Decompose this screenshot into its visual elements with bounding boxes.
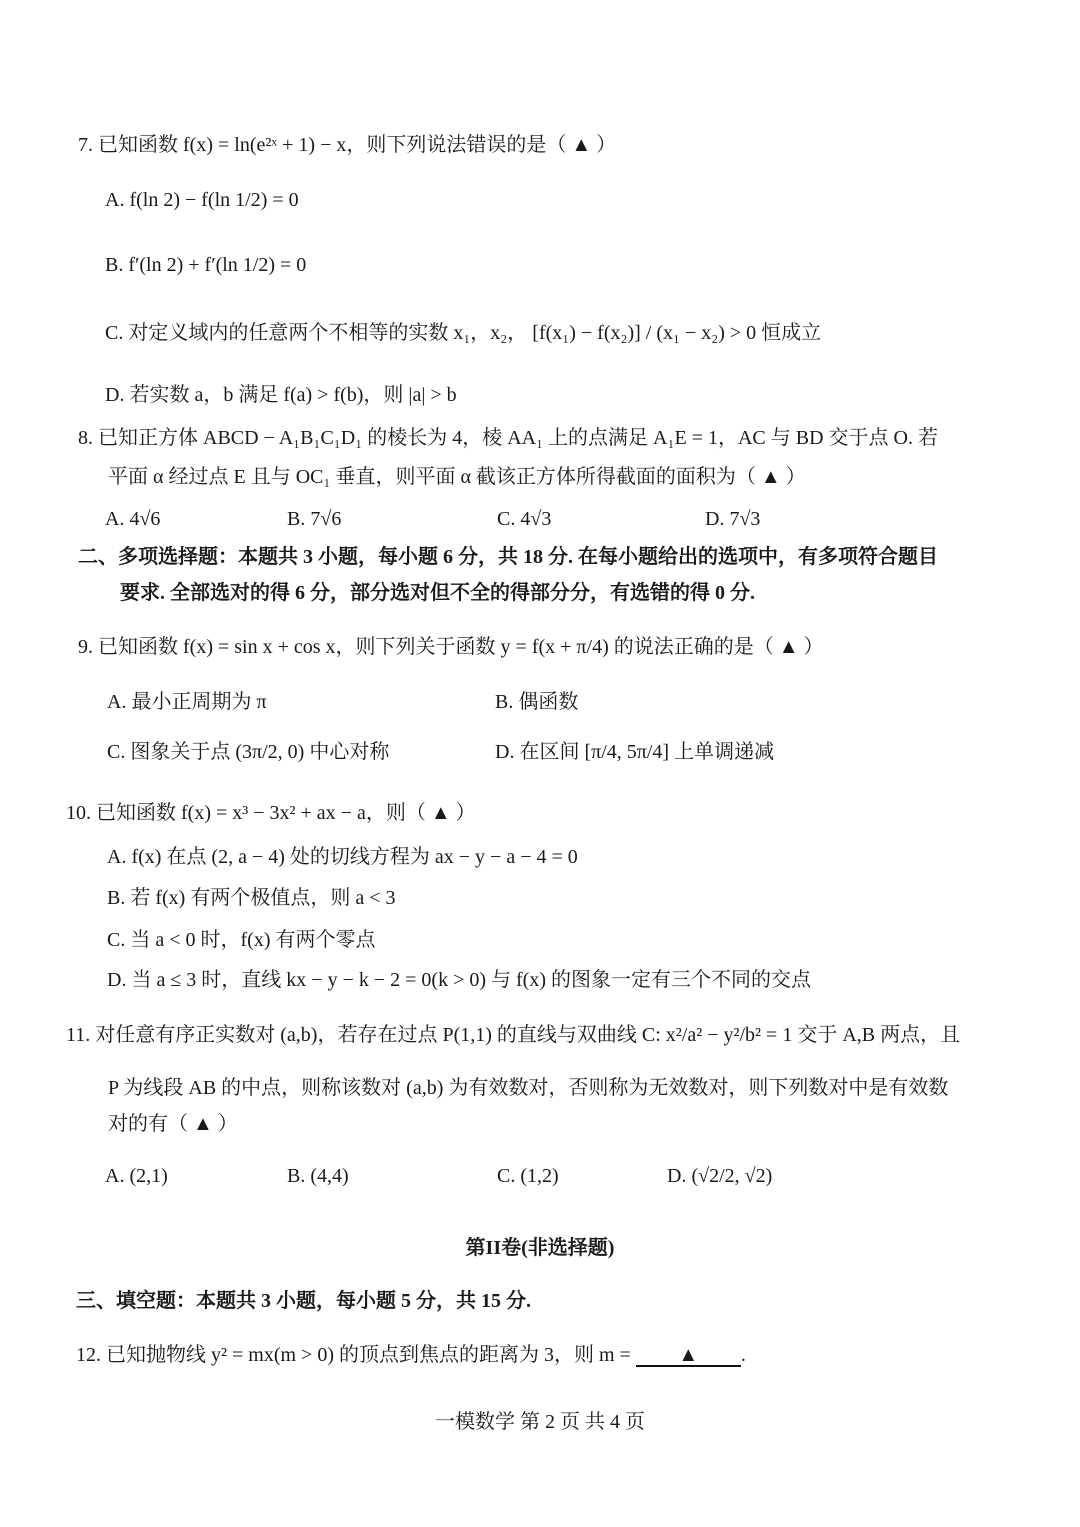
q10-stem: 10. 已知函数 f(x) = x³ − 3x² + ax − a，则（ ▲ ） xyxy=(66,802,476,824)
q12-end: . xyxy=(740,1344,746,1366)
q9-option-a: A. 最小正周期为 π xyxy=(107,691,267,713)
page-footer: 一模数学 第 2 页 共 4 页 xyxy=(435,1411,645,1433)
q11-stem-line3: 对的有（ ▲ ） xyxy=(108,1113,238,1135)
q9-stem: 9. 已知函数 f(x) = sin x + cos x，则下列关于函数 y = f(x + π/4) 的说法正确的是（ ▲ ） xyxy=(78,636,824,658)
q11-option-a: A. (2,1) xyxy=(105,1165,168,1187)
q9-option-c: C. 图象关于点 (3π/2, 0) 中心对称 xyxy=(107,741,390,763)
q11-option-c: C. (1,2) xyxy=(497,1165,559,1187)
q12-line xyxy=(76,1345,746,1367)
q8-option-a: A. 4√6 xyxy=(105,508,161,530)
q7-option-d: D. 若实数 a，b 满足 f(a) > f(b)，则 |a| > b xyxy=(105,384,457,406)
q11-option-b: B. (4,4) xyxy=(287,1165,349,1187)
q8-option-b: B. 7√6 xyxy=(287,508,342,530)
part2-title: 第II卷(非选择题) xyxy=(465,1237,615,1259)
q12-answer-blank: ▲ xyxy=(636,1345,741,1367)
q10-option-d: D. 当 a ≤ 3 时，直线 kx − y − k − 2 = 0(k > 0) 与 f(x) 的图象一定有三个不同的交点 xyxy=(107,969,811,991)
q9-option-b: B. 偶函数 xyxy=(495,691,579,713)
q7-stem: 7. 已知函数 f(x) = ln(e²ˣ + 1) − x，则下列说法错误的是（ ▲ ） xyxy=(78,134,617,156)
q8-option-d: D. 7√3 xyxy=(705,508,761,530)
q8-stem-line2: 平面 α 经过点 E 且与 OC₁ 垂直，则平面 α 截该正方体所得截面的面积为（ ▲ ） xyxy=(108,466,806,488)
q7-option-a: A. f(ln 2) − f(ln 1/2) = 0 xyxy=(105,189,299,211)
q11-stem-line2: P 为线段 AB 的中点，则称该数对 (a,b) 为有效数对，否则称为无效数对，则下列数对中是有效数 xyxy=(108,1077,949,1099)
section2-heading: 二、多项选择题：本题共 3 小题，每小题 6 分，共 18 分. 在每小题给出的选项中，有多项符合题目 xyxy=(78,546,938,568)
q12-stem: 12. 已知抛物线 y² = mx(m > 0) 的顶点到焦点的距离为 3，则 m = xyxy=(76,1344,631,1366)
q8-option-c: C. 4√3 xyxy=(497,508,552,530)
section3-heading: 三、填空题：本题共 3 小题，每小题 5 分，共 15 分. xyxy=(76,1290,531,1312)
q9-option-d: D. 在区间 [π/4, 5π/4] 上单调递减 xyxy=(495,741,775,763)
q7-option-b: B. f′(ln 2) + f′(ln 1/2) = 0 xyxy=(105,254,307,276)
q11-stem-line1: 11. 对任意有序正实数对 (a,b)，若存在过点 P(1,1) 的直线与双曲线 C: x²/a² − y²/b² = 1 交于 A,B 两点，且 xyxy=(66,1024,961,1046)
q10-option-c: C. 当 a < 0 时，f(x) 有两个零点 xyxy=(107,929,376,951)
q7-option-c: C. 对定义域内的任意两个不相等的实数 x₁，x₂， [f(x₁) − f(x₂)] / (x₁ − x₂) > 0 恒成立 xyxy=(105,322,822,344)
section2-heading-cont: 要求. 全部选对的得 6 分，部分选对但不全的得部分分，有选错的得 0 分. xyxy=(120,582,755,604)
q11-option-d: D. (√2/2, √2) xyxy=(667,1165,773,1187)
q8-stem-line1: 8. 已知正方体 ABCD − A₁B₁C₁D₁ 的棱长为 4，棱 AA₁ 上的点满足 A₁E = 1，AC 与 BD 交于点 O. 若 xyxy=(78,427,938,449)
q10-option-b: B. 若 f(x) 有两个极值点，则 a < 3 xyxy=(107,887,396,909)
q10-option-a: A. f(x) 在点 (2, a − 4) 处的切线方程为 ax − y − a − 4 = 0 xyxy=(107,846,578,868)
